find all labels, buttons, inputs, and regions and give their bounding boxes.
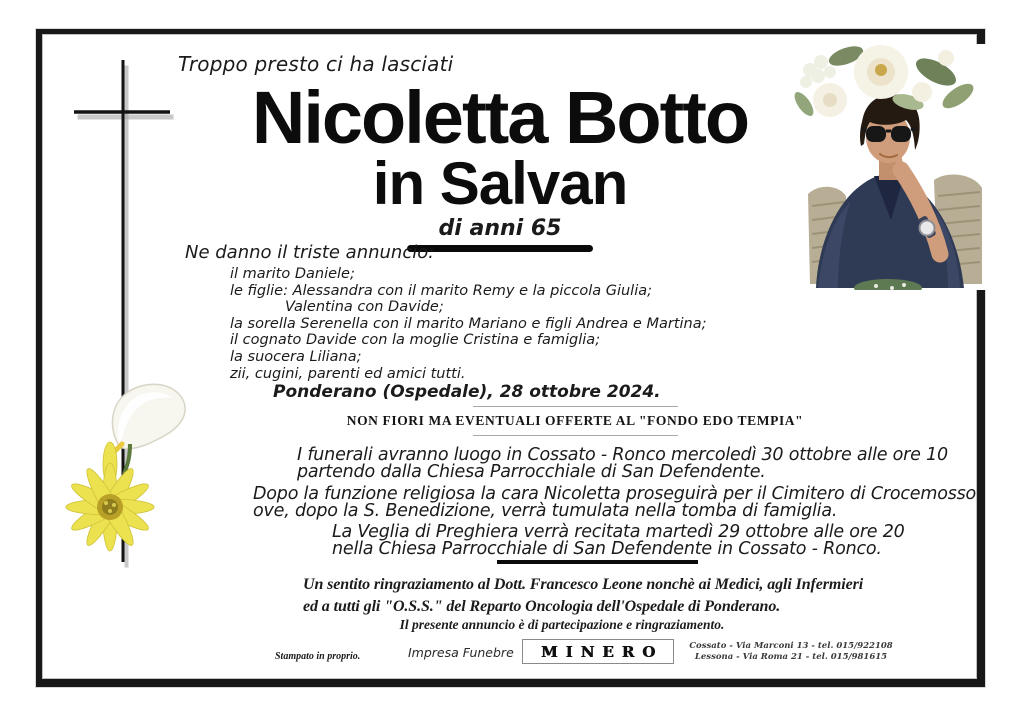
- thanks-line: Un sentito ringraziamento al Dott. Francesco Leone nonchè ai Medici, agli Infermieri: [303, 576, 864, 593]
- donation-rule-bottom: [473, 435, 678, 436]
- family-member: zii, cugini, parenti ed amici tutti.: [230, 365, 466, 382]
- funeral-paragraph: [297, 447, 948, 481]
- place-date-line: Ponderano (Ospedale), 28 ottobre 2024.: [273, 382, 661, 402]
- family-member: Valentina con Davide;: [285, 299, 444, 316]
- title-block: [42, 76, 958, 252]
- section-divider: [497, 560, 698, 564]
- vigil-line: nella Chiesa Parrocchiale di San Defendente in Cossato - Ronco.: [332, 538, 882, 559]
- procession-line: ove, dopo la S. Benedizione, verrà tumulata nella tomba di famiglia.: [253, 500, 838, 521]
- intro-line: Troppo presto ci ha lasciati: [178, 52, 454, 76]
- flowers-decoration: [60, 352, 210, 552]
- agency-address-line: Lessona - Via Roma 21 - tel. 015/981615: [694, 652, 888, 662]
- married-name: in Salvan: [372, 150, 628, 217]
- donation-text: NON FIORI MA EVENTUALI OFFERTE AL "FONDO EDO TEMPIA": [346, 413, 804, 428]
- deceased-name: Nicoletta Botto: [251, 76, 749, 159]
- procession-line: Dopo la funzione religiosa la cara Nicoletta proseguirà per il Cimitero di Crocemosso: [253, 484, 977, 504]
- family-member: la suocera Liliana;: [230, 348, 362, 365]
- announcement-frame: [36, 29, 985, 687]
- announcement-lead: Ne danno il triste annuncio:: [185, 242, 435, 263]
- thanks-line: ed a tutti gli "O.S.S." del Reparto Oncologia dell'Ospedale di Ponderano.: [303, 597, 781, 615]
- agency-logo-box: [522, 639, 674, 664]
- closing-line: Il presente annuncio è di partecipazione e ringraziamento.: [399, 617, 725, 632]
- title-underline: [407, 245, 593, 252]
- daisy-icon: [66, 442, 154, 551]
- printed-note: Stampato in proprio.: [275, 651, 361, 662]
- family-member: il marito Daniele;: [230, 266, 355, 282]
- agency-addresses: [662, 641, 920, 663]
- funeral-line: I funerali avranno luogo in Cossato - Ronco mercoledì 30 ottobre alle ore 10: [297, 445, 948, 465]
- age-line: di anni 65: [438, 216, 562, 241]
- vigil-line: La Veglia di Preghiera verrà recitata martedì 29 ottobre alle ore 20: [332, 522, 905, 542]
- agency-address-line: Cossato - Via Marconi 13 - tel. 015/922108: [689, 641, 893, 651]
- thanks-paragraph: [303, 574, 863, 617]
- procession-paragraph: [253, 486, 976, 520]
- calla-lily-icon: [110, 384, 185, 474]
- family-member: le figlie: Alessandra con il marito Remy e la piccola Giulia;: [230, 282, 653, 299]
- family-list: [230, 266, 707, 382]
- donation-notice: [275, 406, 875, 436]
- announcement-page: [42, 34, 977, 679]
- vigil-paragraph: [332, 524, 905, 558]
- funeral-line: partendo dalla Chiesa Parrocchiale di San Defendente.: [297, 461, 766, 482]
- family-member: il cognato Davide con la moglie Cristina e famiglia;: [230, 332, 601, 349]
- family-member: la sorella Serenella con il marito Mariano e figli Andrea e Martina;: [230, 315, 707, 332]
- agency-name: MINERO: [540, 642, 664, 661]
- agency-label: Impresa Funebre: [408, 645, 514, 660]
